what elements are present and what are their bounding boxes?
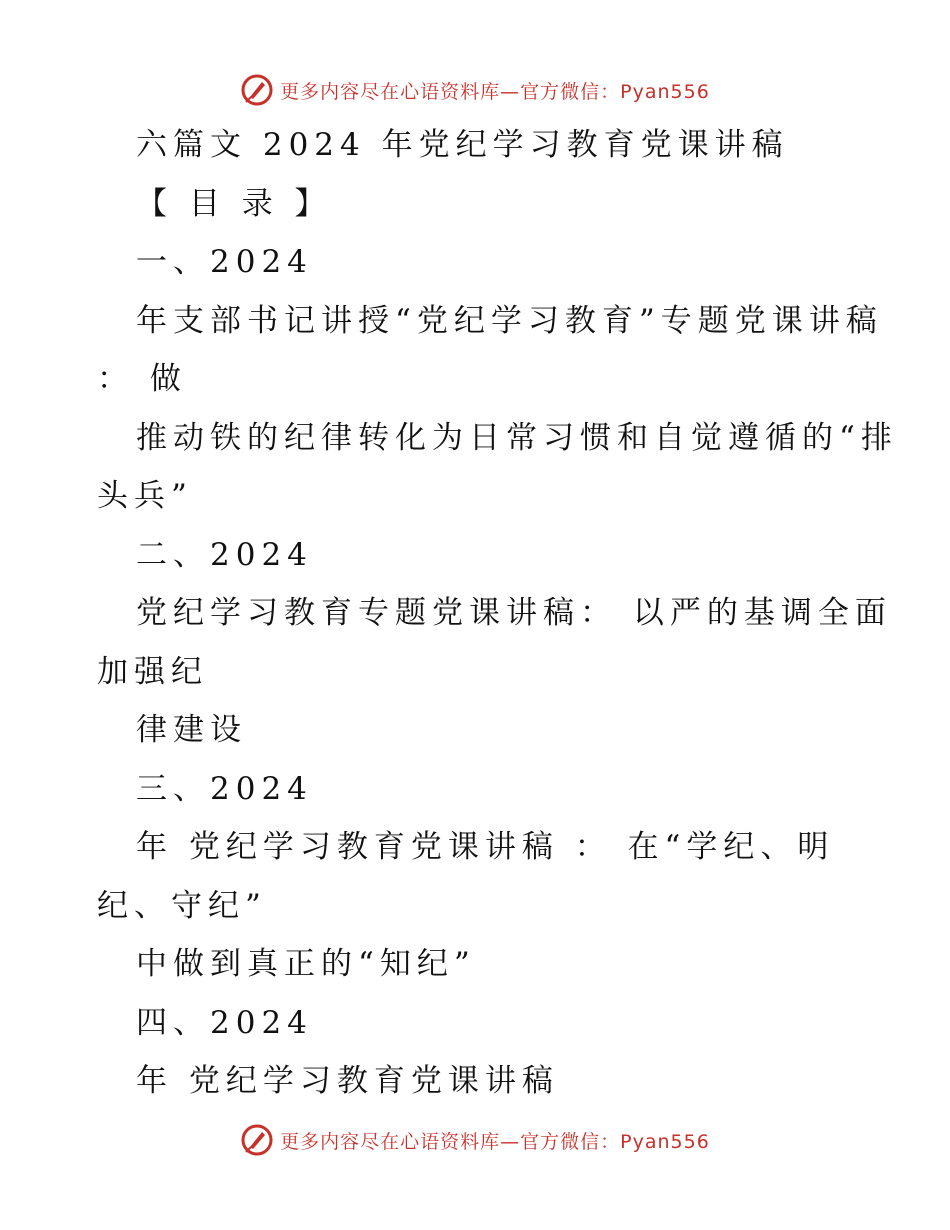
toc-line: 年 党纪学习教育党课讲稿 ： 在“学纪、明 (136, 829, 835, 865)
toc-line: 二、2024 (136, 537, 313, 573)
toc-line: 四、2024 (136, 1005, 313, 1041)
toc-line: ： 做 (97, 361, 187, 397)
watermark-banner-bottom (0, 1120, 950, 1160)
toc-line: 推动铁的纪律转化为日常习惯和自觉遵循的“排 (136, 420, 898, 456)
toc-line: 三、2024 (136, 771, 313, 807)
toc-line: 加强纪 (97, 654, 208, 690)
watermark-banner-top (0, 70, 950, 110)
toc-line: 中做到真正的“知纪” (136, 946, 476, 982)
document-title: 六篇文 2024 年党纪学习教育党课讲稿 (136, 127, 789, 163)
watermark-text: 更多内容尽在心语资料库—官方微信：Pyan556 (280, 1130, 710, 1153)
toc-line: 党纪学习教育专题党课讲稿： 以严的基调全面 (136, 595, 892, 631)
quill-pen-logo-icon (240, 1123, 274, 1157)
toc-heading: 【 目 录 】 (136, 186, 332, 222)
watermark-text: 更多内容尽在心语资料库—官方微信：Pyan556 (280, 80, 710, 103)
toc-line: 年 党纪学习教育党课讲稿 (136, 1063, 559, 1099)
toc-line: 年支部书记讲授“党纪学习教育”专题党课讲稿 (136, 303, 883, 339)
toc-line: 纪、守纪” (97, 888, 267, 924)
quill-pen-logo-icon (240, 73, 274, 107)
toc-line: 一、2024 (136, 244, 313, 280)
toc-line: 律建设 (136, 712, 247, 748)
toc-line: 头兵” (97, 478, 193, 514)
